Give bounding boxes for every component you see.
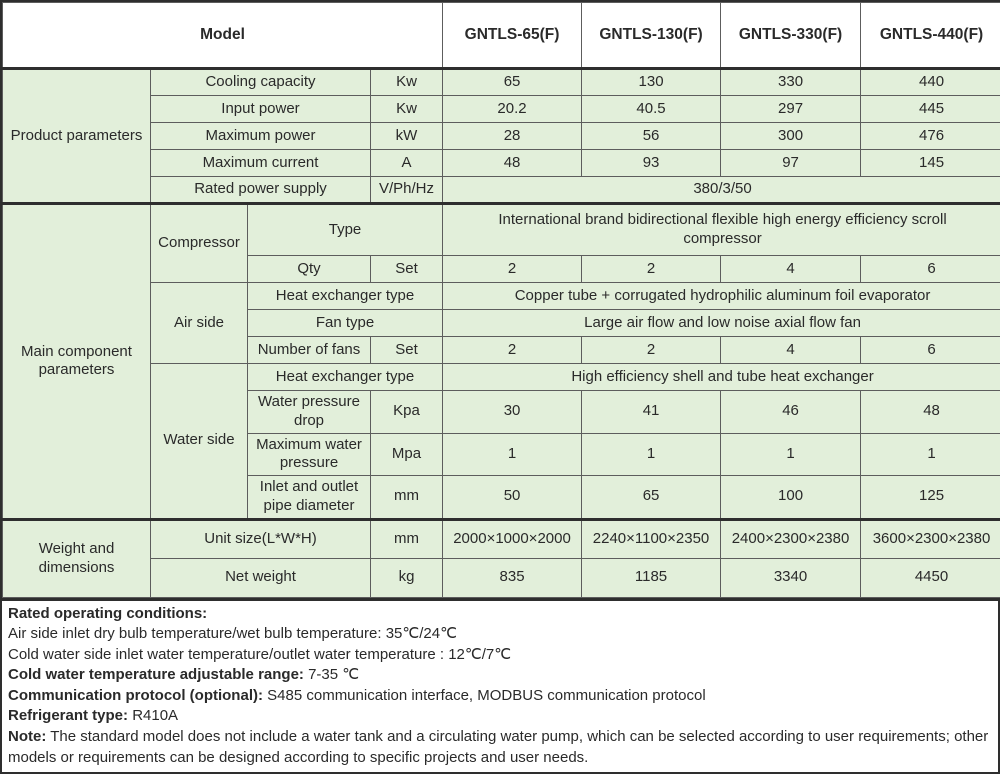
value-cell: 130 [582,69,721,96]
value-cell: 440 [861,69,1000,96]
unit-cell: mm [371,476,443,520]
note-label: Cold water temperature adjustable range: [8,666,304,684]
merged-value-cell: Copper tube + corrugated hydrophilic aluminum foil evaporator [443,283,1000,310]
param-label-cell: Heat exchanger type [248,364,443,391]
notes-section [2,598,998,773]
merged-value-cell: Large air flow and low noise axial flow fan [443,310,1000,337]
spec-table [2,2,1000,598]
value-cell: 41 [582,391,721,434]
note-line [8,665,992,686]
param-label-cell: Number of fans [248,337,371,364]
value-cell: 445 [861,96,1000,123]
table-row [3,283,1000,310]
note-text: R410A [128,707,179,725]
merged-value-cell: International brand bidirectional flexible high energy efficiency scroll compressor [443,204,1000,256]
unit-cell: Kw [371,96,443,123]
value-cell: 6 [861,337,1000,364]
value-cell: 1 [861,433,1000,476]
param-label-cell: Net weight [151,558,371,597]
unit-cell: Mpa [371,433,443,476]
table-row [3,69,1000,96]
value-cell: 6 [861,256,1000,283]
value-cell: 46 [721,391,861,434]
value-cell: 2240×1100×2350 [582,519,721,558]
unit-cell: Kpa [371,391,443,434]
note-line [8,604,992,625]
value-cell: 4 [721,337,861,364]
param-label-cell: Maximum water pressure [248,433,371,476]
note-label: Rated operating conditions: [8,604,208,622]
table-row [3,519,1000,558]
value-cell: 330 [721,69,861,96]
value-cell: 100 [721,476,861,520]
value-cell: 145 [861,150,1000,177]
note-text: The standard model does not include a water tank and a circulating water pump, which can be selected according to user requirements; other models or requirements can be designed according to specific projects and user needs. [8,728,989,766]
value-cell: 2400×2300×2380 [721,519,861,558]
value-cell: 1185 [582,558,721,597]
param-label-cell: Inlet and outlet pipe diameter [248,476,371,520]
note-text: Air side inlet dry bulb temperature/wet bulb temperature: 35℃/24℃ [8,625,457,643]
value-cell: 20.2 [443,96,582,123]
unit-cell: Kw [371,69,443,96]
value-cell: 300 [721,123,861,150]
param-label-cell: Water pressure drop [248,391,371,434]
param-label-cell: Cooling capacity [151,69,371,96]
merged-value-cell: High efficiency shell and tube heat exchanger [443,364,1000,391]
table-row [3,96,1000,123]
param-label-cell: Heat exchanger type [248,283,443,310]
value-cell: 2 [443,337,582,364]
value-cell: 1 [443,433,582,476]
param-label-cell: Type [248,204,443,256]
unit-cell: kg [371,558,443,597]
model-name-cell: GNTLS-330(F) [721,3,861,69]
value-cell: 28 [443,123,582,150]
table-row [3,204,1000,256]
unit-cell: V/Ph/Hz [371,177,443,204]
value-cell: 65 [443,69,582,96]
value-cell: 3600×2300×2380 [861,519,1000,558]
note-line [8,727,992,768]
param-label-cell: Rated power supply [151,177,371,204]
value-cell: 1 [582,433,721,476]
section-title-cell: Product parameters [3,69,151,204]
value-cell: 50 [443,476,582,520]
value-cell: 1 [721,433,861,476]
note-line [8,645,992,666]
note-label: Refrigerant type: [8,707,129,725]
param-label-cell: Unit size(L*W*H) [151,519,371,558]
param-label-cell: Fan type [248,310,443,337]
value-cell: 2 [582,256,721,283]
note-text: S485 communication interface, MODBUS communication protocol [262,686,706,704]
table-row [3,123,1000,150]
table-row [3,364,1000,391]
section-title-cell: Weight and dimensions [3,519,151,597]
value-cell: 4450 [861,558,1000,597]
group-label-cell: Water side [151,364,248,520]
unit-cell: Set [371,337,443,364]
merged-value-cell: 380/3/50 [443,177,1000,204]
header-row [3,3,1000,69]
note-label: Communication protocol (optional): [8,686,263,704]
group-label-cell: Air side [151,283,248,364]
value-cell: 2000×1000×2000 [443,519,582,558]
model-name-cell: GNTLS-65(F) [443,3,582,69]
unit-cell: A [371,150,443,177]
note-text: 7-35 ℃ [303,666,360,684]
value-cell: 2 [582,337,721,364]
param-label-cell: Input power [151,96,371,123]
value-cell: 48 [443,150,582,177]
value-cell: 125 [861,476,1000,520]
value-cell: 93 [582,150,721,177]
note-line [8,706,992,727]
value-cell: 2 [443,256,582,283]
note-label: Note: [8,728,47,746]
value-cell: 297 [721,96,861,123]
model-name-cell: GNTLS-130(F) [582,3,721,69]
value-cell: 476 [861,123,1000,150]
param-label-cell: Qty [248,256,371,283]
param-label-cell: Maximum current [151,150,371,177]
note-text: Cold water side inlet water temperature/outlet water temperature : 12℃/7℃ [8,645,512,663]
value-cell: 97 [721,150,861,177]
table-row [3,558,1000,597]
value-cell: 40.5 [582,96,721,123]
note-line [8,686,992,707]
unit-cell: kW [371,123,443,150]
value-cell: 3340 [721,558,861,597]
note-line [8,624,992,645]
value-cell: 4 [721,256,861,283]
group-label-cell: Compressor [151,204,248,283]
value-cell: 56 [582,123,721,150]
value-cell: 48 [861,391,1000,434]
unit-cell: Set [371,256,443,283]
param-label-cell: Maximum power [151,123,371,150]
value-cell: 835 [443,558,582,597]
value-cell: 65 [582,476,721,520]
model-header-cell: Model [3,3,443,69]
unit-cell: mm [371,519,443,558]
table-row [3,150,1000,177]
section-title-cell: Main component parameters [3,204,151,520]
table-row [3,177,1000,204]
model-name-cell: GNTLS-440(F) [861,3,1000,69]
value-cell: 30 [443,391,582,434]
